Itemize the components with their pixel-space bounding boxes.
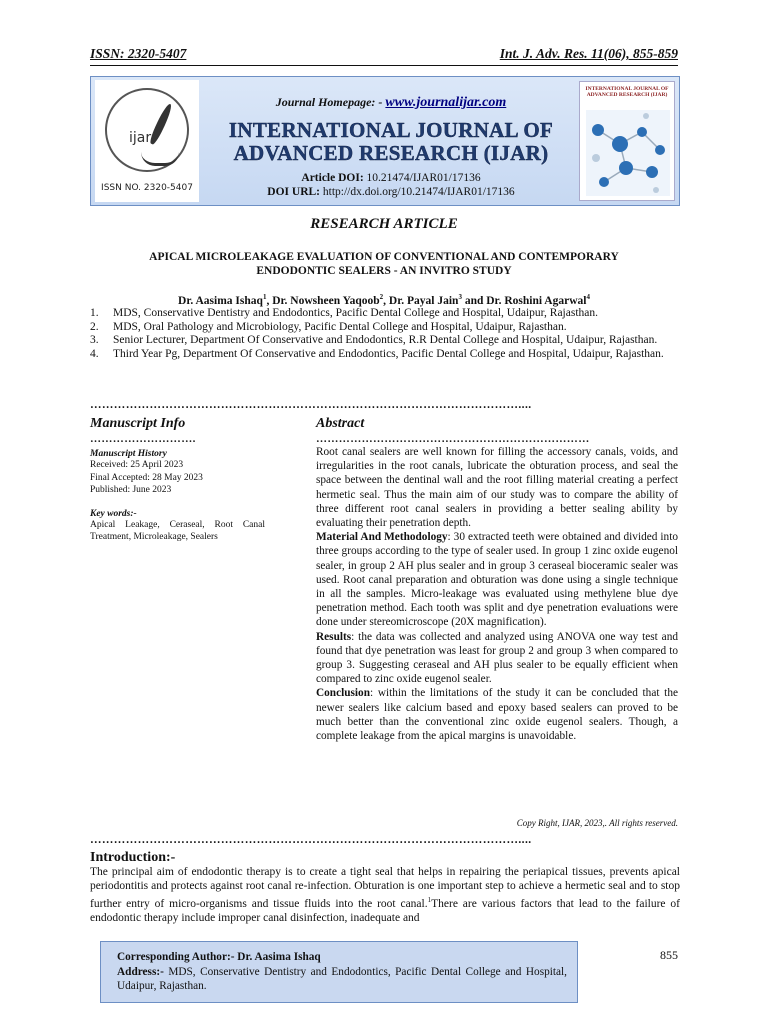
doi-block — [206, 171, 576, 199]
author-separator: , — [383, 294, 389, 307]
conclusion-text: : within the limitations of the study it can be concluded that the newer sealers like calcium based and epoxy based sealers can proved to be much better than the conventional zinc oxide eugenol sealers. Though, a complete leakage from the apical margins is unavoidable. — [316, 687, 678, 743]
abstract-dots: ……………………………………………………………… — [316, 433, 590, 445]
published-date: Published: June 2023 — [90, 485, 172, 495]
doi-value: 10.21474/IJAR01/17136 — [366, 172, 481, 184]
doi-label: Article DOI: — [301, 172, 364, 184]
author-affil-mark: 1 — [262, 293, 267, 301]
corresponding-author-heading: Corresponding Author:- Dr. Aasima Ishaq — [117, 951, 321, 963]
logo-circle — [105, 88, 189, 172]
author-name: Dr. Aasima Ishaq — [178, 294, 263, 307]
abstract-methods — [316, 530, 678, 629]
affiliation-number: 4. — [90, 347, 99, 360]
article-title: APICAL MICROLEAKAGE EVALUATION OF CONVENTIONAL AND CONTEMPORARY ENDODONTIC SEALERS - AN INVITRO STUDY — [149, 251, 619, 277]
abstract — [316, 416, 678, 743]
homepage-link[interactable]: www.journalijar.com — [385, 95, 507, 110]
running-header — [90, 44, 678, 66]
affiliation-text: Third Year Pg, Department Of Conservative and Endodontics, Pacific Dental College and Hospital, Udaipur, Rajasthan. — [113, 347, 664, 360]
author-affil-mark: 3 — [458, 293, 462, 301]
separator-dots-bottom: ……………………………………………………………………………………………….... — [90, 834, 532, 846]
affiliation-item — [90, 307, 680, 321]
conclusion-label: Conclusion — [316, 687, 370, 700]
manuscript-info-heading: Manuscript Info — [90, 416, 186, 431]
journal-homepage — [206, 95, 576, 111]
affiliation-list — [90, 307, 680, 361]
molecule-illustration — [586, 110, 670, 196]
address-label: Address:- — [117, 965, 164, 978]
affiliation-number: 3. — [90, 334, 99, 346]
methods-label: Material And Methodology — [316, 531, 448, 544]
keywords-heading: Key words:- — [90, 508, 137, 519]
journal-banner — [90, 76, 680, 206]
affiliation-item — [90, 348, 680, 362]
doi-url-link[interactable]: http://dx.doi.org/10.21474/IJAR01/17136 — [322, 186, 515, 198]
citation-text: Int. J. Adv. Res. 11(06), 855-859 — [499, 46, 678, 61]
citation-mark: 1 — [427, 896, 432, 904]
accepted-date: Final Accepted: 28 May 2023 — [90, 472, 203, 483]
page-number: 855 — [660, 948, 678, 962]
cover-title: INTERNATIONAL JOURNAL OF ADVANCED RESEARCH (IJAR) — [585, 86, 669, 98]
affiliation-number: 1. — [90, 307, 99, 319]
doi-url-label: DOI URL: — [267, 186, 321, 198]
abstract-intro: Root canal sealers are well known for filling the accessory canals, voids, and irregularities in the root canals, lubricate the obturation process, and seal the space between the dentinal wall and the root filling material creating a perfect hermetic seal. Thus the main aim of our study was to compare the ability of three different root canal sealers in providing a better sealing ability by evaluating their penetration depth. — [316, 446, 678, 530]
author-affil-mark: 2 — [379, 293, 384, 301]
author-list — [90, 293, 678, 307]
author-separator: , — [266, 294, 273, 307]
book-icon — [141, 152, 179, 166]
banner-center — [206, 77, 576, 199]
article-type: RESEARCH ARTICLE — [310, 216, 458, 232]
journal-title — [206, 119, 576, 165]
intro-text-part-2: There are various factors that lead to the failure of endodontic therapy include improper canal disinfection, inadequate and — [90, 897, 680, 924]
manuscript-dots: ………………………. — [90, 433, 196, 445]
affiliation-item — [90, 321, 680, 335]
affiliation-text: MDS, Oral Pathology and Microbiology, Pacific Dental College and Hospital, Udaipur, Rajasthan. — [113, 320, 567, 333]
corresponding-author-box — [100, 941, 578, 1003]
abstract-heading: Abstract — [316, 416, 365, 431]
manuscript-info — [90, 416, 265, 543]
abstract-conclusion — [316, 686, 678, 743]
address-text: MDS, Conservative Dentistry and Endodontics, Pacific Dental College and Hospital, Udaipur, Rajasthan. — [117, 965, 567, 992]
corresponding-address — [117, 965, 567, 994]
methods-text: : 30 extracted teeth were obtained and divided into three groups according to the type of sealer used. In group 1 zinc oxide eugenol sealer, in group 2 AH plus sealer and in group 3 ceraseal bioceramic sealer was used. Root canal preparation and obturation was done using a single technique in all the samples. Micro-leakage was evaluated using methylene blue dye penetration method. Each tooth was split and dye penetration evaluations were done under stereomicroscope (20X magnification). — [316, 531, 678, 629]
affiliation-text: MDS, Conservative Dentistry and Endodontics, Pacific Dental College and Hospital, Udaipur, Rajasthan. — [113, 307, 598, 319]
author-separator: and — [461, 294, 487, 307]
keywords-text: Apical Leakage, Ceraseal, Root Canal Treatment, Microleakage, Sealers — [90, 519, 265, 542]
logo-text: ijar — [129, 130, 152, 146]
received-date: Received: 25 April 2023 — [90, 460, 184, 470]
manuscript-history-heading: Manuscript History — [90, 449, 167, 459]
quill-icon — [148, 102, 174, 145]
results-label: Results — [316, 630, 352, 643]
abstract-results — [316, 630, 678, 687]
journal-cover-image — [579, 81, 675, 201]
author-name: Dr. Nowsheen Yaqoob — [272, 294, 380, 307]
homepage-label: Journal Homepage: - — [275, 95, 383, 109]
logo-issn: ISSN NO. 2320-5407 — [101, 183, 193, 193]
affiliation-item — [90, 334, 680, 348]
introduction-text — [90, 865, 680, 925]
affiliation-number: 2. — [90, 320, 99, 333]
journal-logo — [95, 80, 199, 202]
author-affil-mark: 4 — [586, 293, 590, 301]
results-text: : the data was collected and analyzed using ANOVA one way test and found that dye penetration was least for group 2 and group 3 when compared to group 3. Suggesting ceraseal and AH plus sealer to be equally efficient when compared to zinc oxide eugenol sealer. — [316, 630, 678, 686]
intro-text-part-1: The principal aim of endodontic therapy is to create a tight seal that helps in repairing the periapical tissues, prevents apical periodontitis and protects against root canal re-infection. Obturation is one important step to achieve a hermetic seal and to stop further entry of micro-organisms and tissue fluids into the root canal. — [90, 866, 680, 910]
introduction-heading: Introduction:- — [90, 850, 176, 865]
journal-title-line-1: INTERNATIONAL JOURNAL OF — [228, 118, 554, 142]
author-name: Dr. Payal Jain — [388, 294, 459, 307]
journal-title-line-2: ADVANCED RESEARCH (IJAR) — [233, 141, 549, 165]
issn-text: ISSN: 2320-5407 — [90, 46, 187, 61]
author-name: Dr. Roshini Agarwal — [486, 294, 587, 307]
separator-dots-top: ……………………………………………………………………………………………….... — [90, 399, 532, 411]
copyright-notice: Copy Right, IJAR, 2023,. All rights reserved. — [516, 818, 678, 828]
affiliation-text: Senior Lecturer, Department Of Conservative and Endodontics, R.R Dental College and Hospital, Udaipur, Rajasthan. — [113, 334, 658, 346]
